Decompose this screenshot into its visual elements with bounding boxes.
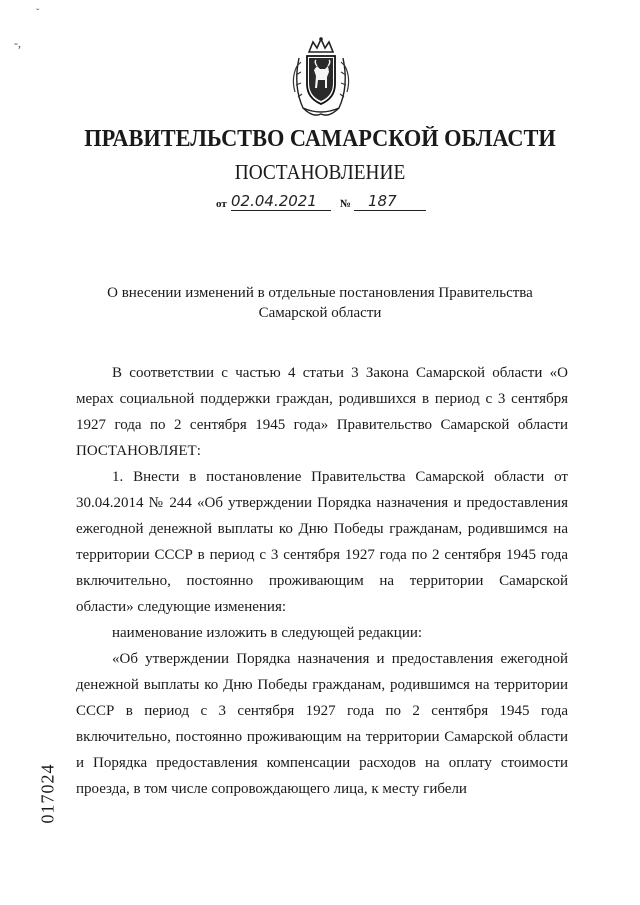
document-subject: [80, 283, 560, 323]
serial-number-text: 017024: [37, 763, 58, 824]
body-paragraph-4: «Об утверждении Порядка назначения и предоставления ежегодной денежной выплаты ко Дню Победы гражданам, родившимся на территории СССР в период с 3 сентября 1927 года по 2 сентября 1945 года включительно, постоянно проживающим на территории Самарской области и Порядка предоставления компенсации расходов на оплату стоимости проезда, в том числе сопровождающего лица, к месту гибели: [76, 651, 568, 797]
corner-mark: ˇ: [36, 8, 40, 19]
government-title: ПРАВИТЕЛЬСТВО САМАРСКОЙ ОБЛАСТИ: [84, 126, 556, 152]
body-paragraph-1: В соответствии с частью 4 статьи 3 Закона Самарской области «О мерах социальной поддержки граждан, родившихся в период с 3 сентября 1927 года по 2 сентября 1945 года» Правительство Самарской области ПОСТАНОВЛЯЕТ:: [76, 365, 568, 459]
coat-of-arms-icon: [289, 36, 353, 120]
document-body: [76, 360, 568, 802]
date-number-line: [216, 192, 436, 214]
corner-dash: -,: [14, 36, 21, 50]
number-underline: [354, 210, 426, 211]
subject-line-1: О внесении изменений в отдельные постановления Правительства: [107, 285, 533, 301]
number-prefix: №: [340, 198, 352, 210]
date-value: 02.04.2021: [231, 192, 317, 210]
serial-number: [28, 755, 68, 835]
subject-line-2: Самарской области: [258, 305, 382, 321]
number-value: 187: [368, 192, 397, 210]
body-paragraph-3: наименование изложить в следующей редакции:: [112, 625, 423, 641]
document-type: ПОСТАНОВЛЕНИЕ: [234, 160, 406, 184]
date-underline: [231, 210, 331, 211]
body-paragraph-2: 1. Внести в постановление Правительства Самарской области от 30.04.2014 № 244 «Об утверждении Порядка назначения и предоставления ежегодной денежной выплаты ко Дню Победы гражданам, родившимся на территории СССР в период с 3 сентября 1927 года по 2 сентября 1945 года включительно, постоянно проживающим на территории Самарской области» следующие изменения:: [76, 469, 568, 615]
date-prefix: от: [216, 198, 227, 210]
